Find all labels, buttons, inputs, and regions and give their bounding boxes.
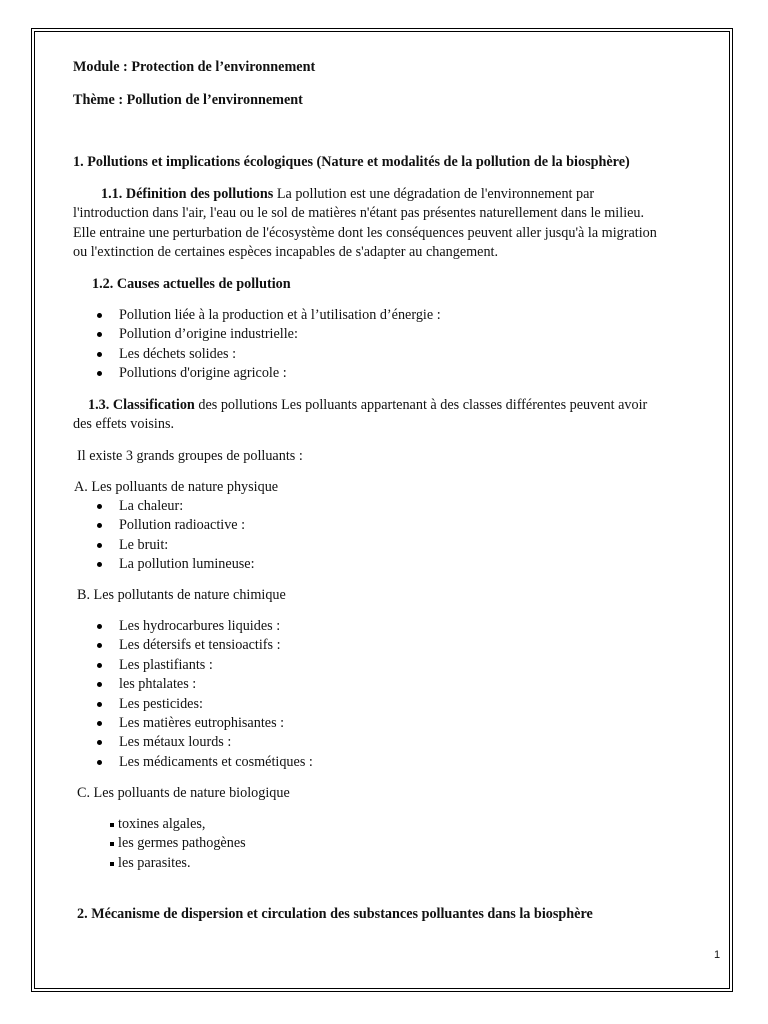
definition-text-1: La pollution est une dégradation de l'environnement par: [273, 186, 595, 202]
group-c-list: [73, 815, 246, 873]
list-item: Pollution radioactive :: [73, 516, 255, 535]
list-item: Les métaux lourds :: [73, 733, 313, 752]
classification-paragraph: [73, 396, 723, 435]
group-c-heading: C. Les polluants de nature biologique: [77, 785, 290, 801]
group-a-list: [73, 497, 255, 575]
causes-heading: 1.2. Causes actuelles de pollution: [92, 276, 291, 292]
definition-text-3: Elle entraine une perturbation de l'écosystème dont les conséquences peuvent aller jusqu'à la migration: [73, 224, 657, 241]
list-item: les parasites.: [73, 854, 246, 873]
classification-text-2: des effets voisins.: [73, 416, 175, 433]
bullet-icon: [97, 740, 102, 745]
bullet-icon: [97, 352, 102, 357]
theme-title: Thème : Pollution de l’environnement: [73, 92, 303, 108]
bullet-icon: [97, 760, 102, 765]
section1-heading: 1. Pollutions et implications écologiques (Nature et modalités de la pollution de la biosphère): [73, 154, 630, 170]
section2-heading: 2. Mécanisme de dispersion et circulation des substances polluantes dans la biosphère: [77, 906, 593, 922]
list-item: toxines algales,: [73, 815, 246, 834]
bullet-icon: [97, 313, 102, 318]
list-item: les germes pathogènes: [73, 834, 246, 853]
causes-list: [73, 306, 441, 384]
bullet-icon: [97, 543, 102, 548]
list-item: La pollution lumineuse:: [73, 555, 255, 574]
list-item: Pollutions d'origine agricole :: [73, 364, 441, 383]
module-title: Module : Protection de l’environnement: [73, 59, 316, 75]
bullet-icon: [97, 562, 102, 567]
list-item: Les détersifs et tensioactifs :: [73, 636, 313, 655]
definition-heading: 1.1. Définition des pollutions: [101, 186, 274, 202]
definition-text-2: l'introduction dans l'air, l'eau ou le sol de matières n'étant pas présentes naturellement dans le milieu.: [73, 205, 645, 222]
list-item: La chaleur:: [73, 497, 255, 516]
group-b-list: [73, 617, 313, 772]
bullet-icon: [97, 332, 102, 337]
square-bullet-icon: [110, 823, 114, 827]
bullet-icon: [97, 624, 102, 629]
list-item: Les matières eutrophisantes :: [73, 714, 313, 733]
bullet-icon: [97, 721, 102, 726]
definition-text-4: ou l'extinction de certaines espèces incapables de s'adapter au changement.: [73, 244, 499, 261]
square-bullet-icon: [110, 842, 114, 846]
page-number: 1: [714, 949, 721, 961]
list-item: Les déchets solides :: [73, 345, 441, 364]
list-item: les phtalates :: [73, 675, 313, 694]
bullet-icon: [97, 702, 102, 707]
bullet-icon: [97, 663, 102, 668]
bullet-icon: [97, 643, 102, 648]
classification-text-1: des pollutions Les polluants appartenant à des classes différentes peuvent avoir: [194, 397, 648, 413]
definition-paragraph: [73, 185, 723, 263]
list-item: Pollution d’origine industrielle:: [73, 325, 441, 344]
bullet-icon: [97, 504, 102, 509]
classification-heading: 1.3. Classification: [88, 397, 195, 413]
list-item: Le bruit:: [73, 536, 255, 555]
group-b-heading: B. Les pollutants de nature chimique: [77, 587, 286, 603]
bullet-icon: [97, 523, 102, 528]
group-a-heading: A. Les polluants de nature physique: [74, 479, 279, 495]
bullet-icon: [97, 371, 102, 376]
groups-intro: Il existe 3 grands groupes de polluants :: [77, 448, 303, 464]
square-bullet-icon: [110, 862, 114, 866]
list-item: Les médicaments et cosmétiques :: [73, 753, 313, 772]
list-item: Les hydrocarbures liquides :: [73, 617, 313, 636]
list-item: Les plastifiants :: [73, 656, 313, 675]
list-item: Les pesticides:: [73, 695, 313, 714]
list-item: Pollution liée à la production et à l’utilisation d’énergie :: [73, 306, 441, 325]
bullet-icon: [97, 682, 102, 687]
